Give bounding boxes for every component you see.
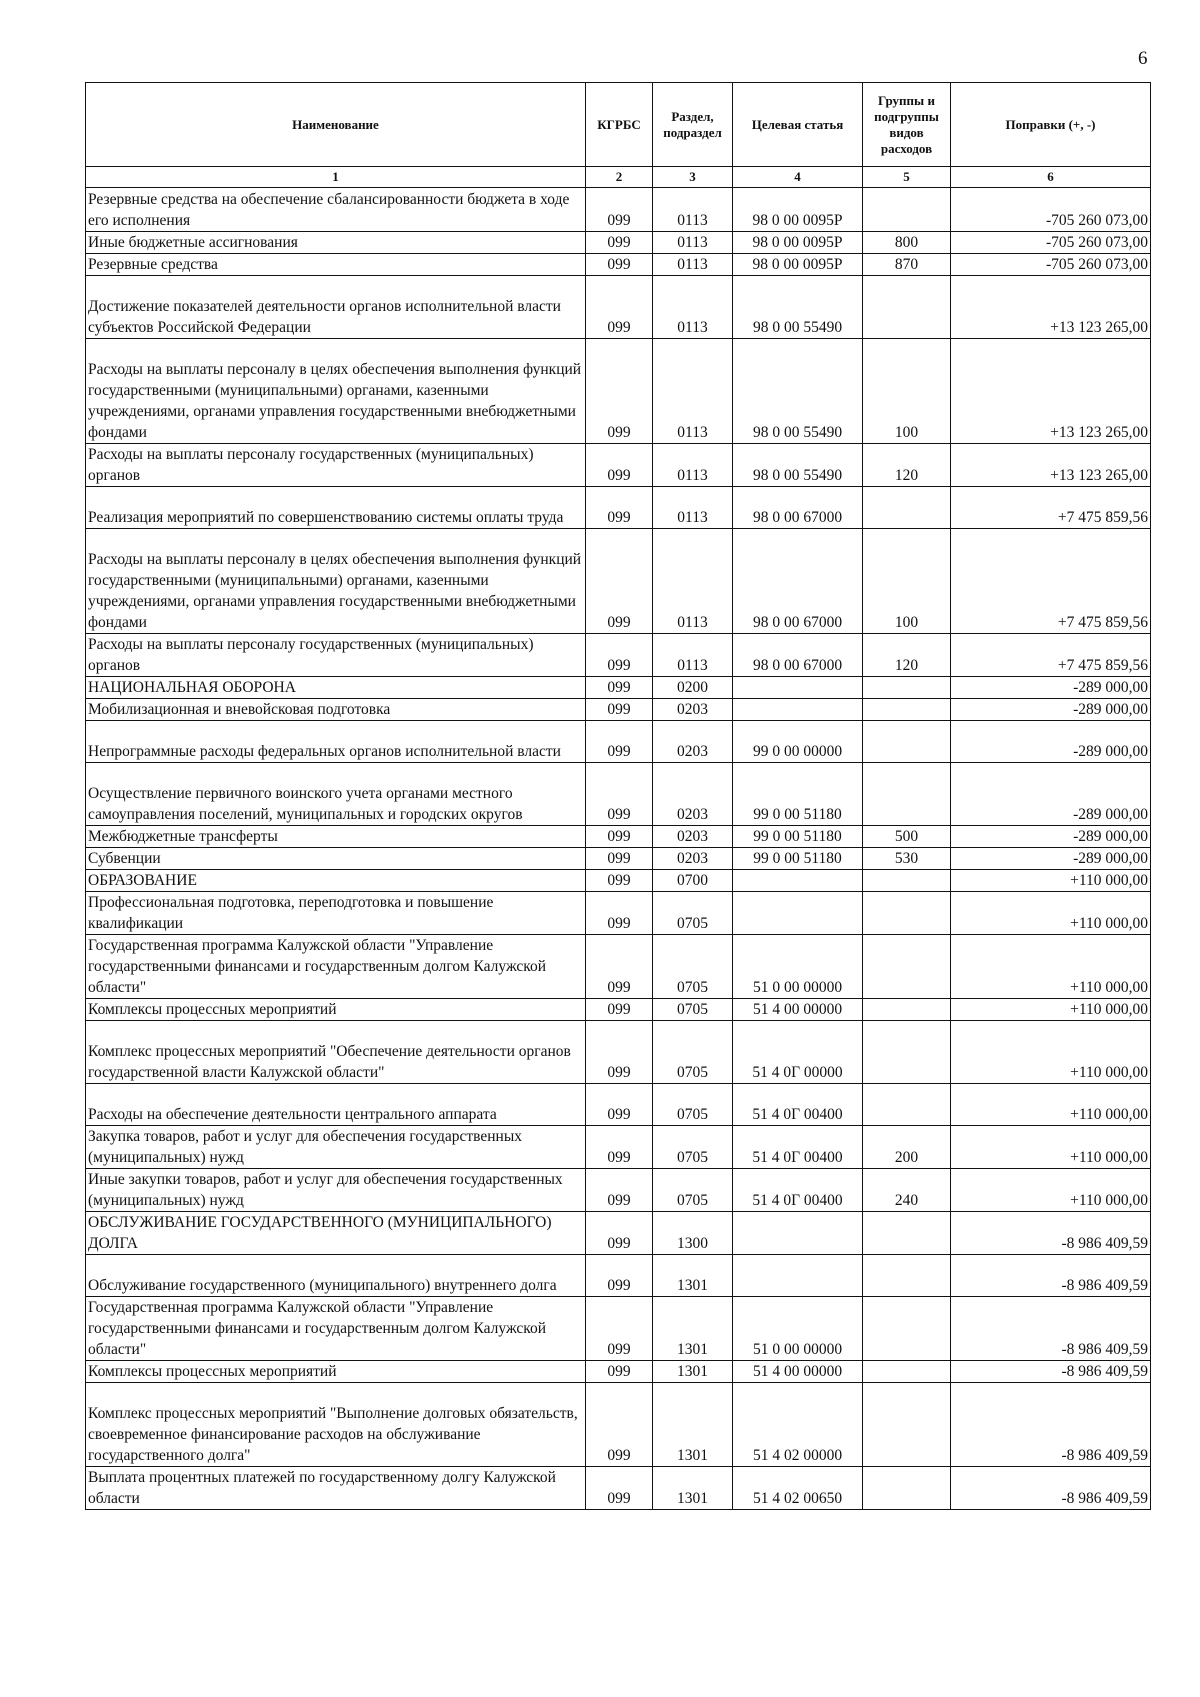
- row-name: Закупка товаров, работ и услуг для обеспечения государственных (муниципальных) нужд: [86, 1126, 586, 1169]
- row-section: 0705: [653, 999, 733, 1021]
- row-section: 0203: [653, 721, 733, 763]
- row-kgrbs: 099: [586, 1021, 653, 1084]
- row-amendment-amount: +110 000,00: [951, 1021, 1151, 1084]
- table-row: [86, 1255, 1151, 1297]
- table-row: [86, 254, 1151, 276]
- row-name: НАЦИОНАЛЬНАЯ ОБОРОНА: [86, 677, 586, 699]
- row-expense-group: [863, 1255, 951, 1297]
- table-row: [86, 892, 1151, 935]
- column-number: 3: [653, 167, 733, 188]
- row-kgrbs: 099: [586, 999, 653, 1021]
- table-row: [86, 339, 1151, 444]
- header-target: Целевая статья: [733, 83, 863, 167]
- row-section: 1301: [653, 1383, 733, 1467]
- row-target-article: 99 0 00 51180: [733, 848, 863, 870]
- row-amendment-amount: -705 260 073,00: [951, 254, 1151, 276]
- table-row: [86, 826, 1151, 848]
- row-target-article: 98 0 00 0095Р: [733, 232, 863, 254]
- row-amendment-amount: +110 000,00: [951, 935, 1151, 999]
- row-section: 0203: [653, 763, 733, 826]
- row-expense-group: 120: [863, 444, 951, 487]
- table-row: [86, 999, 1151, 1021]
- row-target-article: [733, 1212, 863, 1255]
- row-section: 0705: [653, 1126, 733, 1169]
- row-kgrbs: 099: [586, 634, 653, 677]
- table-row: [86, 444, 1151, 487]
- row-target-article: 51 4 0Г 00400: [733, 1126, 863, 1169]
- row-name: Комплексы процессных мероприятий: [86, 1361, 586, 1383]
- row-kgrbs: 099: [586, 339, 653, 444]
- column-number: 4: [733, 167, 863, 188]
- row-expense-group: [863, 1361, 951, 1383]
- row-target-article: 51 4 0Г 00000: [733, 1021, 863, 1084]
- row-expense-group: [863, 935, 951, 999]
- row-target-article: [733, 892, 863, 935]
- row-section: 0113: [653, 339, 733, 444]
- row-target-article: 98 0 00 67000: [733, 529, 863, 634]
- row-name: Мобилизационная и вневойсковая подготовка: [86, 699, 586, 721]
- row-target-article: 51 4 00 00000: [733, 999, 863, 1021]
- table-row: [86, 1126, 1151, 1169]
- row-target-article: 51 4 02 00000: [733, 1383, 863, 1467]
- table-row: [86, 1212, 1151, 1255]
- table-body: [86, 188, 1151, 1510]
- row-section: 0113: [653, 188, 733, 232]
- row-name: ОБСЛУЖИВАНИЕ ГОСУДАРСТВЕННОГО (МУНИЦИПАЛЬНОГО) ДОЛГА: [86, 1212, 586, 1255]
- table-row: [86, 848, 1151, 870]
- table-row: [86, 935, 1151, 999]
- table-header-row: [86, 83, 1151, 167]
- header-name: Наименование: [86, 83, 586, 167]
- row-amendment-amount: -289 000,00: [951, 763, 1151, 826]
- row-expense-group: 500: [863, 826, 951, 848]
- row-kgrbs: 099: [586, 721, 653, 763]
- row-amendment-amount: -8 986 409,59: [951, 1383, 1151, 1467]
- row-amendment-amount: +110 000,00: [951, 999, 1151, 1021]
- row-expense-group: [863, 1297, 951, 1361]
- row-name: Комплекс процессных мероприятий "Обеспечение деятельности органов государственной власти Калужской области": [86, 1021, 586, 1084]
- column-number: 1: [86, 167, 586, 188]
- row-name: Реализация мероприятий по совершенствованию системы оплаты труда: [86, 487, 586, 529]
- row-target-article: 98 0 00 67000: [733, 634, 863, 677]
- row-expense-group: [863, 721, 951, 763]
- table-row: [86, 721, 1151, 763]
- table-row: [86, 1361, 1151, 1383]
- row-section: 0113: [653, 276, 733, 339]
- row-name: Достижение показателей деятельности органов исполнительной власти субъектов Российской Федерации: [86, 276, 586, 339]
- row-expense-group: [863, 677, 951, 699]
- row-amendment-amount: +7 475 859,56: [951, 487, 1151, 529]
- row-target-article: 98 0 00 0095Р: [733, 254, 863, 276]
- row-section: 0113: [653, 487, 733, 529]
- row-expense-group: [863, 1383, 951, 1467]
- row-kgrbs: 099: [586, 1383, 653, 1467]
- row-expense-group: 870: [863, 254, 951, 276]
- row-target-article: 51 4 0Г 00400: [733, 1084, 863, 1126]
- table-row: [86, 677, 1151, 699]
- budget-amendments-table: [85, 82, 1151, 1510]
- row-section: 0705: [653, 892, 733, 935]
- row-expense-group: [863, 1084, 951, 1126]
- row-expense-group: [863, 763, 951, 826]
- row-target-article: [733, 677, 863, 699]
- row-amendment-amount: -289 000,00: [951, 826, 1151, 848]
- table-row: [86, 763, 1151, 826]
- row-name: Государственная программа Калужской области "Управление государственными финансами и государственным долгом Калужской области": [86, 935, 586, 999]
- row-expense-group: 240: [863, 1169, 951, 1212]
- row-kgrbs: 099: [586, 892, 653, 935]
- row-expense-group: 530: [863, 848, 951, 870]
- header-kgrbs: КГРБС: [586, 83, 653, 167]
- row-section: 0705: [653, 1084, 733, 1126]
- row-kgrbs: 099: [586, 848, 653, 870]
- table-row: [86, 634, 1151, 677]
- row-name: Расходы на выплаты персоналу государственных (муниципальных) органов: [86, 444, 586, 487]
- header-group: Группы и подгруппы видов расходов: [863, 83, 951, 167]
- row-name: Иные закупки товаров, работ и услуг для обеспечения государственных (муниципальных) нужд: [86, 1169, 586, 1212]
- row-expense-group: [863, 188, 951, 232]
- row-target-article: 51 4 02 00650: [733, 1467, 863, 1510]
- row-kgrbs: 099: [586, 276, 653, 339]
- row-kgrbs: 099: [586, 1212, 653, 1255]
- row-kgrbs: 099: [586, 1297, 653, 1361]
- row-name: Расходы на обеспечение деятельности центрального аппарата: [86, 1084, 586, 1126]
- row-target-article: 98 0 00 67000: [733, 487, 863, 529]
- row-target-article: 51 0 00 00000: [733, 935, 863, 999]
- header-amendments: Поправки (+, -): [951, 83, 1151, 167]
- column-number: 5: [863, 167, 951, 188]
- row-amendment-amount: +110 000,00: [951, 1169, 1151, 1212]
- row-section: 0113: [653, 232, 733, 254]
- row-kgrbs: 099: [586, 1126, 653, 1169]
- row-amendment-amount: +110 000,00: [951, 870, 1151, 892]
- row-kgrbs: 099: [586, 529, 653, 634]
- row-amendment-amount: -289 000,00: [951, 848, 1151, 870]
- row-expense-group: [863, 1212, 951, 1255]
- row-name: Комплексы процессных мероприятий: [86, 999, 586, 1021]
- row-name: Субвенции: [86, 848, 586, 870]
- row-name: Резервные средства: [86, 254, 586, 276]
- row-expense-group: 100: [863, 339, 951, 444]
- column-number-row: [86, 167, 1151, 188]
- row-name: Комплекс процессных мероприятий "Выполнение долговых обязательств, своевременное финансирование расходов на обслуживание государственного долга": [86, 1383, 586, 1467]
- row-name: ОБРАЗОВАНИЕ: [86, 870, 586, 892]
- row-expense-group: [863, 1021, 951, 1084]
- row-section: 0200: [653, 677, 733, 699]
- table-row: [86, 529, 1151, 634]
- row-target-article: 98 0 00 55490: [733, 339, 863, 444]
- table-row: [86, 1297, 1151, 1361]
- row-kgrbs: 099: [586, 935, 653, 999]
- row-kgrbs: 099: [586, 677, 653, 699]
- row-amendment-amount: -705 260 073,00: [951, 188, 1151, 232]
- row-target-article: 51 4 00 00000: [733, 1361, 863, 1383]
- row-name: Осуществление первичного воинского учета органами местного самоуправления поселений, муниципальных и городских округов: [86, 763, 586, 826]
- table-row: [86, 487, 1151, 529]
- row-section: 1300: [653, 1212, 733, 1255]
- row-target-article: 99 0 00 51180: [733, 763, 863, 826]
- row-target-article: 99 0 00 00000: [733, 721, 863, 763]
- row-amendment-amount: +13 123 265,00: [951, 444, 1151, 487]
- row-target-article: [733, 870, 863, 892]
- table-row: [86, 1467, 1151, 1510]
- row-expense-group: 100: [863, 529, 951, 634]
- row-kgrbs: 099: [586, 826, 653, 848]
- row-section: 1301: [653, 1361, 733, 1383]
- row-section: 0113: [653, 254, 733, 276]
- table-row: [86, 1084, 1151, 1126]
- row-kgrbs: 099: [586, 188, 653, 232]
- row-amendment-amount: +110 000,00: [951, 892, 1151, 935]
- row-expense-group: [863, 999, 951, 1021]
- row-section: 0705: [653, 1169, 733, 1212]
- column-number: 6: [951, 167, 1151, 188]
- row-kgrbs: 099: [586, 1255, 653, 1297]
- row-section: 1301: [653, 1467, 733, 1510]
- row-kgrbs: 099: [586, 699, 653, 721]
- row-amendment-amount: -289 000,00: [951, 721, 1151, 763]
- row-amendment-amount: -705 260 073,00: [951, 232, 1151, 254]
- column-number: 2: [586, 167, 653, 188]
- row-kgrbs: 099: [586, 763, 653, 826]
- row-target-article: 98 0 00 0095Р: [733, 188, 863, 232]
- row-name: Обслуживание государственного (муниципального) внутреннего долга: [86, 1255, 586, 1297]
- row-name: Иные бюджетные ассигнования: [86, 232, 586, 254]
- row-expense-group: 200: [863, 1126, 951, 1169]
- row-section: 0203: [653, 826, 733, 848]
- table-row: [86, 188, 1151, 232]
- row-target-article: [733, 1255, 863, 1297]
- row-kgrbs: 099: [586, 1467, 653, 1510]
- row-section: 0113: [653, 444, 733, 487]
- row-expense-group: 800: [863, 232, 951, 254]
- table-row: [86, 1169, 1151, 1212]
- row-amendment-amount: +110 000,00: [951, 1126, 1151, 1169]
- row-expense-group: 120: [863, 634, 951, 677]
- row-expense-group: [863, 487, 951, 529]
- table-row: [86, 1383, 1151, 1467]
- row-target-article: 99 0 00 51180: [733, 826, 863, 848]
- row-name: Резервные средства на обеспечение сбалансированности бюджета в ходе его исполнения: [86, 188, 586, 232]
- row-kgrbs: 099: [586, 254, 653, 276]
- row-amendment-amount: +13 123 265,00: [951, 339, 1151, 444]
- row-amendment-amount: -289 000,00: [951, 699, 1151, 721]
- row-name: Профессиональная подготовка, переподготовка и повышение квалификации: [86, 892, 586, 935]
- row-kgrbs: 099: [586, 1361, 653, 1383]
- header-section: Раздел, подраздел: [653, 83, 733, 167]
- row-kgrbs: 099: [586, 487, 653, 529]
- row-name: Выплата процентных платежей по государственному долгу Калужской области: [86, 1467, 586, 1510]
- row-name: Расходы на выплаты персоналу государственных (муниципальных) органов: [86, 634, 586, 677]
- table-row: [86, 870, 1151, 892]
- row-kgrbs: 099: [586, 1169, 653, 1212]
- row-kgrbs: 099: [586, 1084, 653, 1126]
- row-amendment-amount: -289 000,00: [951, 677, 1151, 699]
- row-section: 0705: [653, 1021, 733, 1084]
- row-name: Непрограммные расходы федеральных органов исполнительной власти: [86, 721, 586, 763]
- row-name: Расходы на выплаты персоналу в целях обеспечения выполнения функций государственными (муниципальными) органами, казенными учреждениями, органами управления государственными внебюджетными фондами: [86, 529, 586, 634]
- row-section: 1301: [653, 1297, 733, 1361]
- row-section: 0113: [653, 634, 733, 677]
- row-amendment-amount: -8 986 409,59: [951, 1212, 1151, 1255]
- row-section: 0203: [653, 848, 733, 870]
- table-row: [86, 699, 1151, 721]
- table-row: [86, 232, 1151, 254]
- row-section: 1301: [653, 1255, 733, 1297]
- table-row: [86, 1021, 1151, 1084]
- row-amendment-amount: -8 986 409,59: [951, 1297, 1151, 1361]
- row-target-article: 51 4 0Г 00400: [733, 1169, 863, 1212]
- row-section: 0113: [653, 529, 733, 634]
- row-amendment-amount: -8 986 409,59: [951, 1361, 1151, 1383]
- row-kgrbs: 099: [586, 870, 653, 892]
- row-name: Межбюджетные трансферты: [86, 826, 586, 848]
- page-number: 6: [1138, 48, 1148, 69]
- row-target-article: 98 0 00 55490: [733, 444, 863, 487]
- row-expense-group: [863, 699, 951, 721]
- row-target-article: [733, 699, 863, 721]
- table-row: [86, 276, 1151, 339]
- row-name: Государственная программа Калужской области "Управление государственными финансами и государственным долгом Калужской области": [86, 1297, 586, 1361]
- row-expense-group: [863, 1467, 951, 1510]
- row-amendment-amount: +13 123 265,00: [951, 276, 1151, 339]
- row-kgrbs: 099: [586, 232, 653, 254]
- row-name: Расходы на выплаты персоналу в целях обеспечения выполнения функций государственными (муниципальными) органами, казенными учреждениями, органами управления государственными внебюджетными фондами: [86, 339, 586, 444]
- row-amendment-amount: -8 986 409,59: [951, 1255, 1151, 1297]
- row-amendment-amount: +7 475 859,56: [951, 529, 1151, 634]
- row-section: 0705: [653, 935, 733, 999]
- row-target-article: 98 0 00 55490: [733, 276, 863, 339]
- row-amendment-amount: +7 475 859,56: [951, 634, 1151, 677]
- row-amendment-amount: -8 986 409,59: [951, 1467, 1151, 1510]
- row-kgrbs: 099: [586, 444, 653, 487]
- row-expense-group: [863, 276, 951, 339]
- row-section: 0203: [653, 699, 733, 721]
- row-target-article: 51 0 00 00000: [733, 1297, 863, 1361]
- row-amendment-amount: +110 000,00: [951, 1084, 1151, 1126]
- row-expense-group: [863, 892, 951, 935]
- row-expense-group: [863, 870, 951, 892]
- row-section: 0700: [653, 870, 733, 892]
